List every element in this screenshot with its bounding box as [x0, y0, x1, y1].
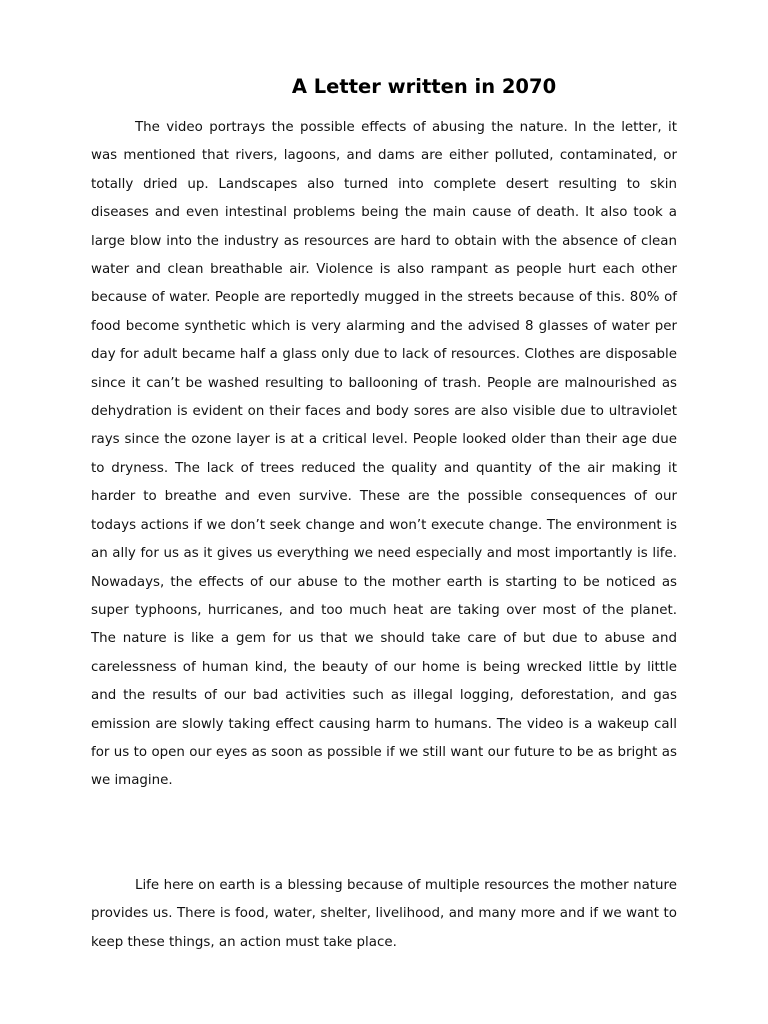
document-title: A Letter written in 2070	[291, 75, 557, 98]
body-paragraph-1: The video portrays the possible effects of abusing the nature. In the letter, it was mentioned that rivers, lagoons, and dams are either polluted, contaminated, or totally dried up. Landscapes also turned into complete desert resulting to skin diseases and even intestinal problems being the main cause of death. It also took a large blow into the industry as resources are hard to obtain with the absence of clean water and clean breathable air. Violence is also rampant as people hurt each other because of water. People are reportedly mugged in the streets because of this. 80% of food become synthetic which is very alarming and the advised 8 glasses of water per day for adult became half a glass only due to lack of resources. Clothes are disposable since it can’t be washed resulting to ballooning of trash. People are malnourished as dehydration is evident on their faces and body sores are also visible due to ultraviolet rays since the ozone layer is at a critical level. People looked older than their age due to dryness. The lack of trees reduced the quality and quantity of the air making it harder to breathe and even survive. These are the possible consequences of our todays actions if we don’t seek change and won’t execute change. The environment is an ally for us as it gives us everything we need especially and most importantly is life. Nowadays, the effects of our abuse to the mother earth is starting to be noticed as super typhoons, hurricanes, and too much heat are taking over most of the planet. The nature is like a gem for us that we should take care of but due to abuse and carelessness of human kind, the beauty of our home is being wrecked little by little and the results of our bad activities such as illegal logging, deforestation, and gas emission are slowly taking effect causing harm to humans. The video is a wakeup call for us to open our eyes as soon as possible if we still want our future to be as bright as we imagine.	[91, 120, 677, 789]
body-paragraph-2: Life here on earth is a blessing because of multiple resources the mother nature provides us. There is food, water, shelter, livelihood, and many more and if we want to keep these things, an action must take place.	[91, 878, 677, 950]
